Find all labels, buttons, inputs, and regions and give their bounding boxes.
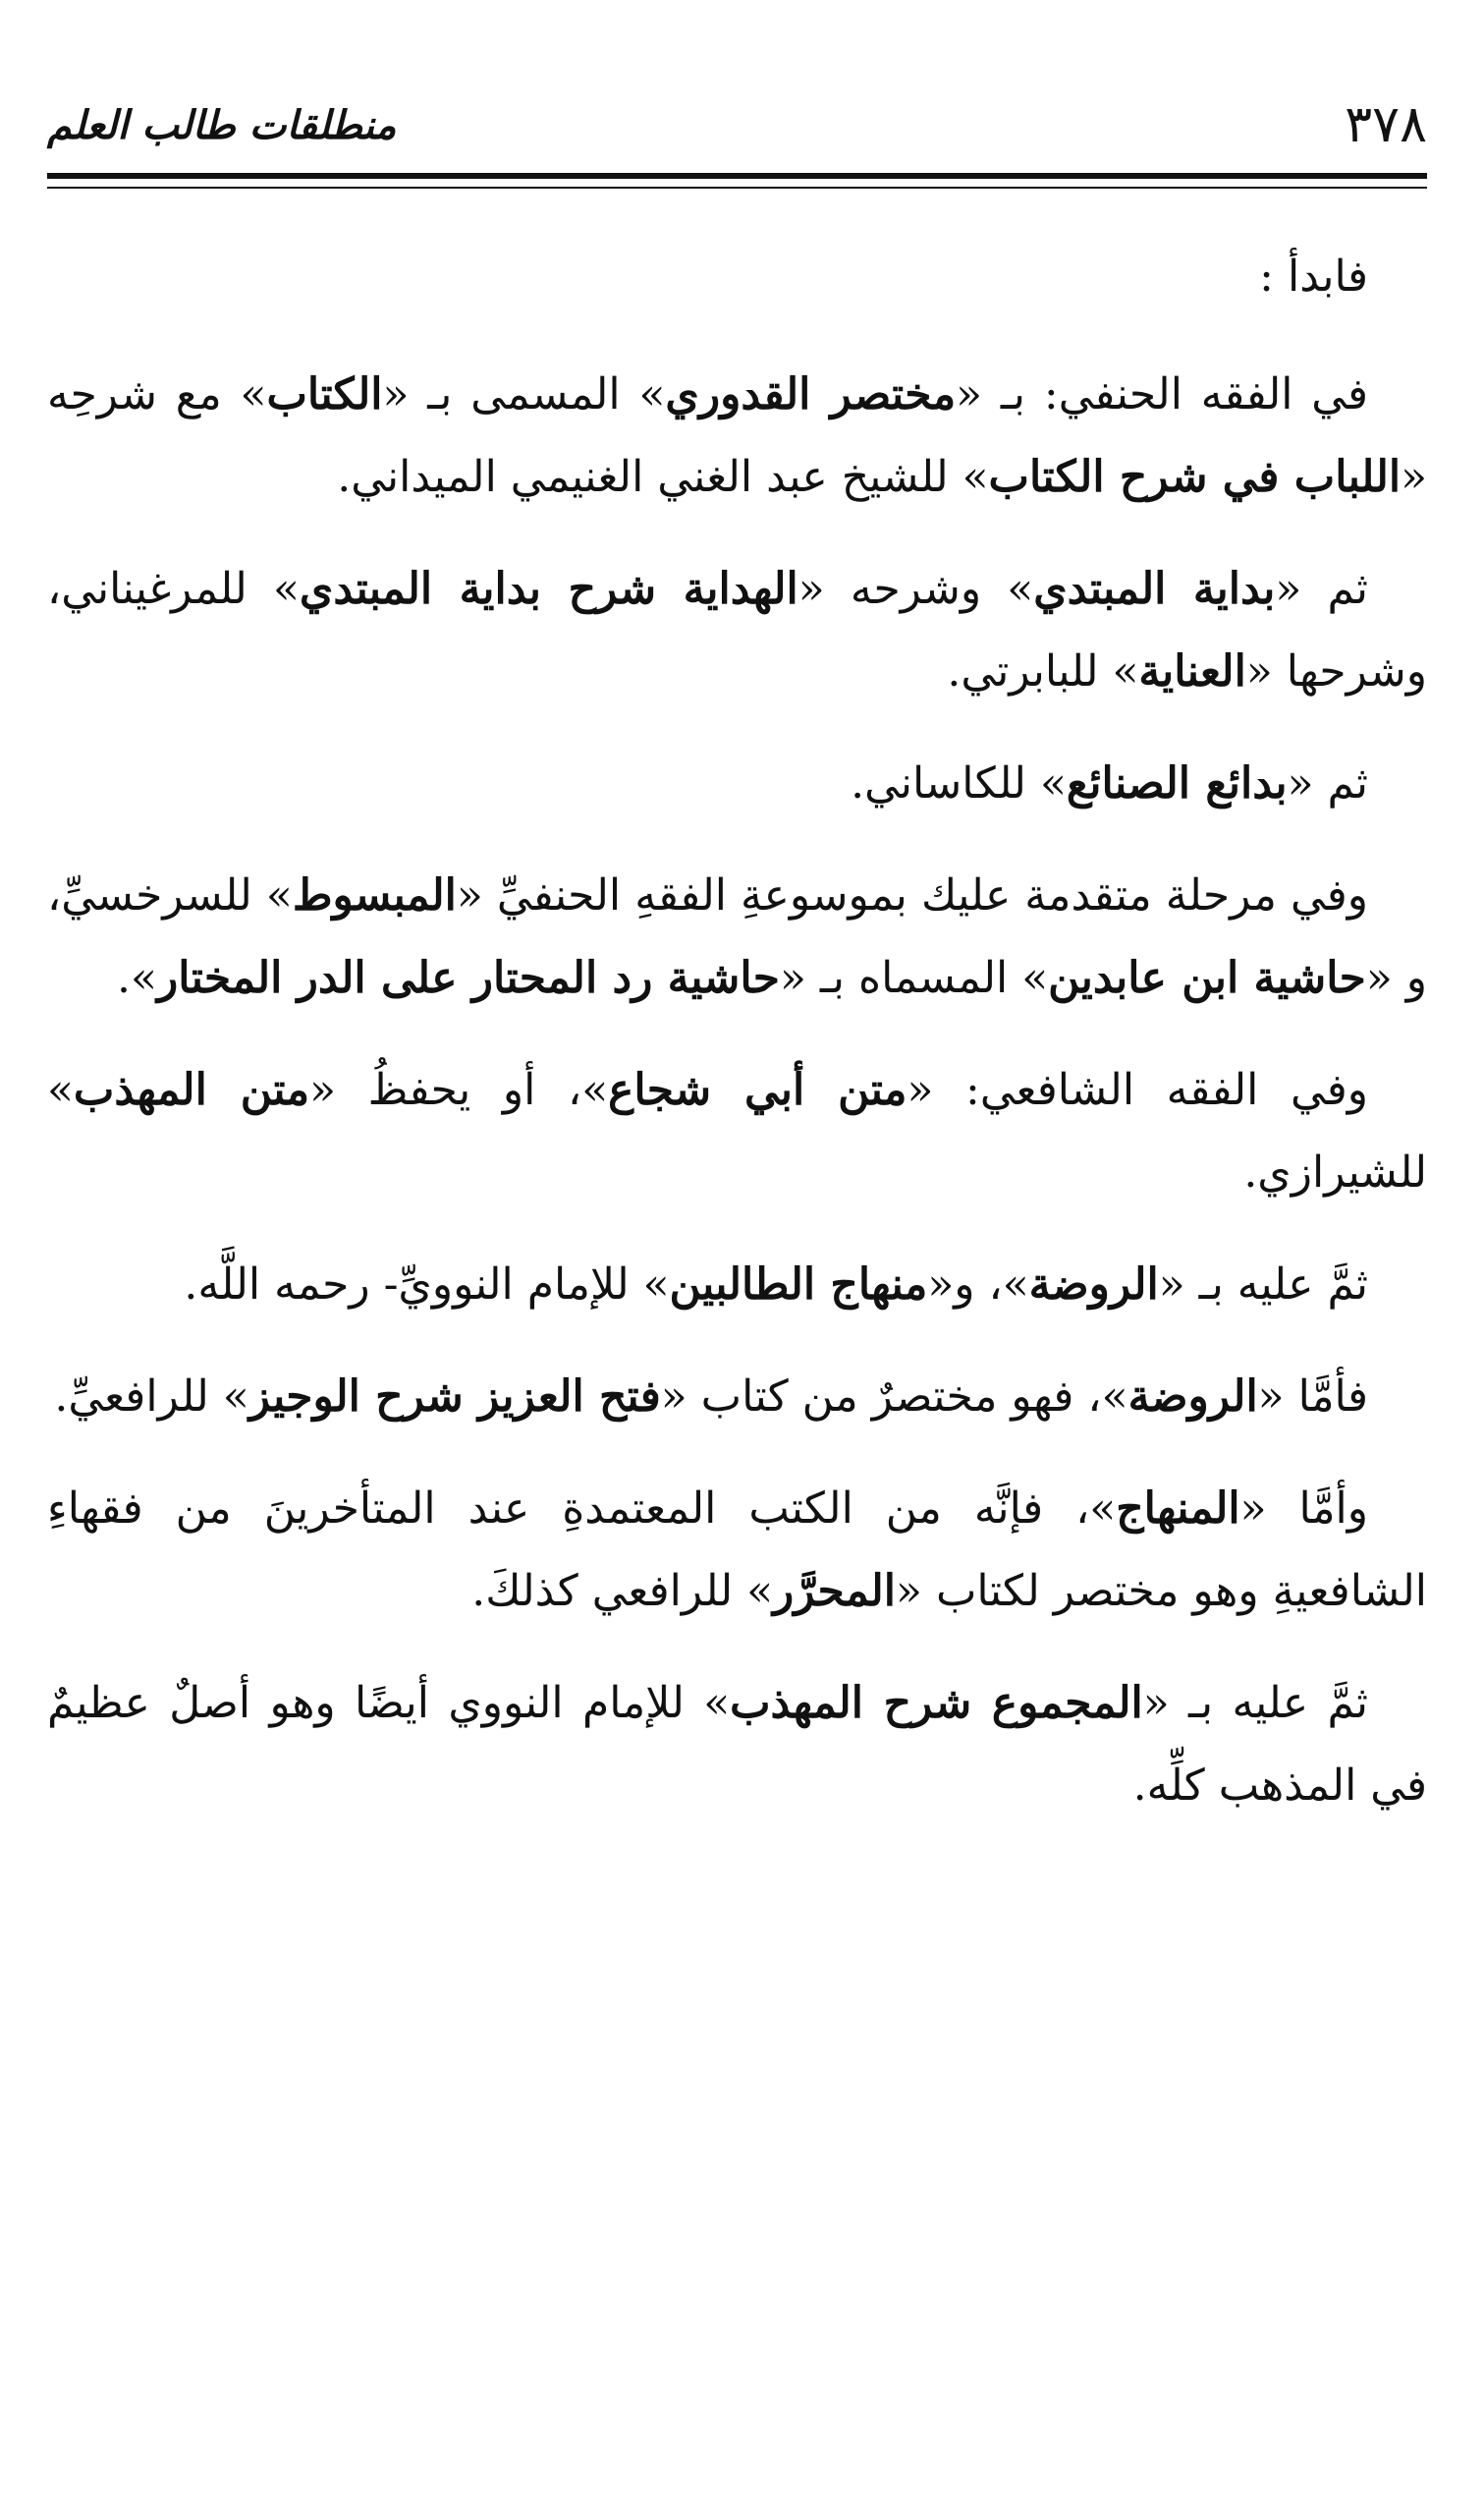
book-title: المحرَّر <box>773 1566 897 1616</box>
book-title: المجموع شرح المهذب <box>730 1678 1143 1728</box>
book-title: الكتاب <box>266 369 383 419</box>
paragraph-shafii-rawda <box>47 1244 1427 1326</box>
text-run: ثم « <box>1287 758 1368 809</box>
text-run: » للبابرتي. <box>947 646 1139 697</box>
paragraph-text: فابدأ : <box>1259 252 1368 302</box>
text-run: »، فهو مختصرٌ من كتاب « <box>660 1371 1128 1422</box>
text-run: » المسماه بـ « <box>780 953 1049 1003</box>
text-run: »، و« <box>927 1259 1029 1310</box>
running-header <box>47 90 1427 159</box>
text-run: » للمرغيناني، وشرحها « <box>47 564 1427 697</box>
text-run: في الفقه الحنفي: بـ « <box>956 369 1369 419</box>
text-run: وأمَّا « <box>1239 1483 1369 1534</box>
text-run: » للشيخ عبد الغني الغنيمي الميداني. <box>337 452 989 502</box>
text-run: »، فإنَّه من الكتب المعتمدةِ عند المتأخرينَ من فقهاءِ الشافعيةِ وهو مختصر لكتاب « <box>47 1483 1427 1616</box>
running-title: منطلقات طالب العلم <box>47 101 397 148</box>
book-title: مختصر القدوري <box>665 369 957 419</box>
book-title: الروضة <box>1028 1259 1159 1310</box>
text-run: ثمَّ عليه بـ « <box>1142 1678 1368 1728</box>
text-run: فأمَّا « <box>1257 1371 1368 1422</box>
paragraph-hanafi-badai <box>47 743 1427 825</box>
paragraph-majmu <box>47 1662 1427 1827</box>
text-run: ». <box>117 953 157 1003</box>
text-run: » للرافعيِّ. <box>54 1371 249 1422</box>
text-run: » مع شرحِه « <box>47 369 1427 502</box>
text-run: ثم « <box>1275 564 1368 614</box>
text-run: » المسمى بـ « <box>382 369 666 419</box>
book-title: العناية <box>1138 646 1246 697</box>
text-run: » للرافعي كذلكَ. <box>471 1566 774 1616</box>
text-run: » للإمام النوويِّ- رحمه اللَّه. <box>184 1259 670 1310</box>
book-title: فتح العزيز شرح الوجيز <box>248 1371 661 1422</box>
paragraph-intro <box>47 236 1427 318</box>
paragraph-minhaj-origin <box>47 1468 1427 1633</box>
book-title: بداية المبتدي <box>1033 564 1276 614</box>
text-run: وفي مرحلة متقدمة عليك بموسوعةِ الفقهِ الحنفيِّ « <box>456 870 1368 921</box>
book-title: متن المهذب <box>73 1065 310 1115</box>
book-title: المنهاج <box>1116 1483 1240 1534</box>
text-run: » للإمام النووي أيضًا وهو أصلٌ عظيمٌ في المذهب كلِّه. <box>47 1678 1427 1811</box>
text-run: » للشيرازي. <box>47 1065 1427 1198</box>
text-run: » للسرخسيِّ، و « <box>47 870 1427 1003</box>
text-run: »، أو يحفظُ « <box>309 1065 609 1115</box>
book-title: المبسوط <box>292 870 457 921</box>
text-run: وفي الفقه الشافعي: « <box>907 1065 1368 1115</box>
text-run: » للكاساني. <box>851 758 1067 809</box>
book-title: الهداية شرح بداية المبتدي <box>299 564 798 614</box>
paragraph-hanafi-advanced <box>47 855 1427 1020</box>
body-text <box>47 236 1427 2476</box>
text-run: » وشرحه « <box>797 564 1034 614</box>
page-number: ٣٧٨ <box>1345 95 1427 154</box>
book-title: متن أبي شجاع <box>608 1065 907 1115</box>
paragraph-rawda-origin <box>47 1356 1427 1438</box>
header-rule-thin <box>47 187 1427 189</box>
book-title: اللباب في شرح الكتاب <box>988 452 1402 502</box>
book-title: حاشية رد المحتار على الدر المختار <box>156 953 780 1003</box>
book-title: حاشية ابن عابدين <box>1048 953 1366 1003</box>
paragraph-hanafi-qudoori <box>47 354 1427 519</box>
book-title: بدائع الصنائع <box>1066 758 1288 809</box>
book-title: منهاج الطالبين <box>669 1259 928 1310</box>
paragraph-hanafi-hidaya <box>47 548 1427 713</box>
paragraph-shafii-matn <box>47 1049 1427 1214</box>
text-run: ثمَّ عليه بـ « <box>1158 1259 1368 1310</box>
book-title: الروضة <box>1127 1371 1258 1422</box>
header-rule-thick <box>47 173 1427 179</box>
